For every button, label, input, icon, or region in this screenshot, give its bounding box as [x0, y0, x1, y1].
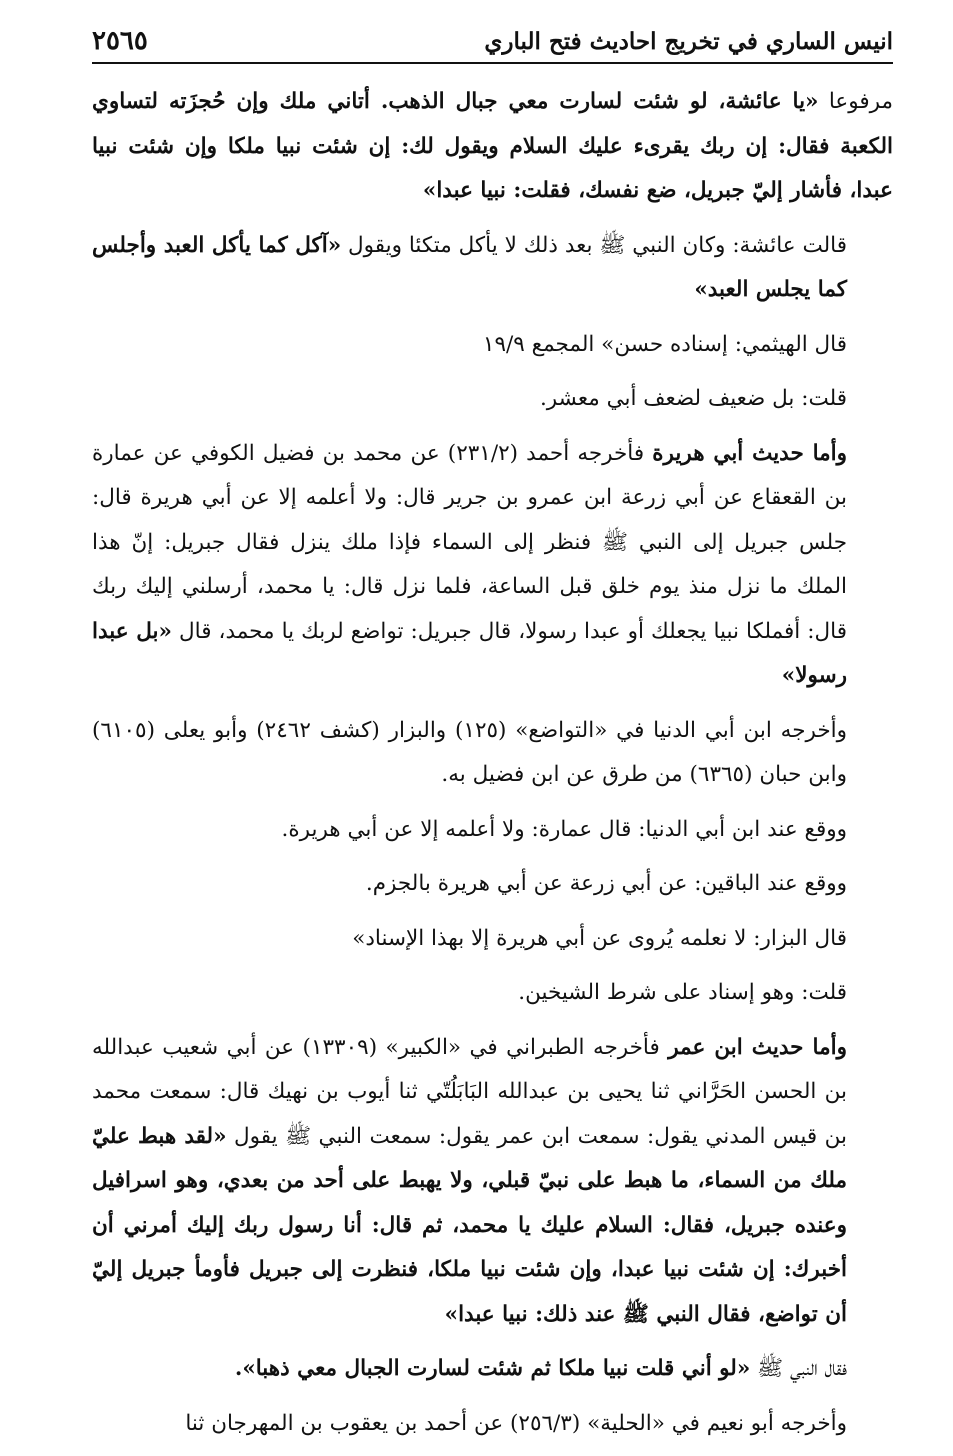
text-run: قال الهيثمي: إسناده حسن» المجمع ١٩/٩ [482, 331, 847, 357]
page-body [92, 80, 893, 1456]
text-run: وأخرجه أبو نعيم في «الحلية» (٢٥٦/٣) عن أحمد بن يعقوب بن المهرجان ثنا [185, 1410, 847, 1436]
text-paragraph [92, 323, 893, 368]
text-run: ووقع عند ابن أبي الدنيا: قال عمارة: ولا أعلمه إلا عن أبي هريرة. [281, 816, 847, 842]
text-paragraph [92, 224, 893, 313]
text-paragraph [92, 1347, 893, 1392]
text-paragraph [92, 862, 893, 907]
text-run: قالت عائشة: وكان النبي ﷺ بعد ذلك لا يأكل متكئا ويقول [341, 232, 847, 258]
text-paragraph [92, 709, 893, 798]
hadith-quote: «بل عبدا رسولا» [92, 618, 847, 688]
text-run: فأخرجه أحمد (٢٣١/٢) عن محمد بن فضيل الكوفي عن عمارة بن القعقاع عن أبي زرعة ابن عمرو بن جرير قال: ولا أعلمه إلا عن أبي هريرة قال: جلس جبريل إلى النبي ﷺ فنظر إلى السماء فإذا ملك ينزل فقال جبريل: إنّ هذا الملك ما نزل منذ يوم خلق قبل الساعة، فلما نزل قال: يا محمد، أرسلني إليك ربك قال: أفملكا نبيا يجعلك أو عبدا رسولا، قال جبريل: تواضع لربك يا محمد، قال [92, 440, 847, 644]
text-run: وأخرجه ابن أبي الدنيا في «التواضع» (١٢٥) والبزار (كشف ٢٤٦٢) وأبو يعلى (٦١٠٥) وابن حبان (٦٣٦٥) من طرق عن ابن فضيل به. [92, 717, 847, 787]
text-run: قلت: بل ضعيف لضعف أبي معشر. [539, 386, 847, 411]
hadith-quote: وأما حديث ابن عمر [668, 1034, 847, 1060]
page-number: ٢٥٦٥ [92, 26, 148, 56]
text-paragraph [92, 1402, 893, 1447]
hadith-quote: وأما حديث أبي هريرة [652, 440, 847, 466]
hadith-quote: «يا عائشة، لو شئت لسارت معي جبال الذهب. أتاني ملك وإن حُجزَته لتساوي الكعبة فقال: إن ربك يقرىء عليك السلام ويقول لك: إن شئت نبيا ملكا وإن شئت نبيا عبدا، فأشار إليّ جبريل، ضع نفسك، فقلت: نبيا عبدا» [92, 89, 893, 203]
text-run: قلت: وهو إسناد على شرط الشيخين. [518, 980, 847, 1005]
text-paragraph [92, 1026, 893, 1338]
book-title: انيس الساري في تخريج احاديث فتح الباري [484, 28, 893, 55]
text-run: قال البزار: لا نعلمه يُروى عن أبي هريرة إلا بهذا الإسناد» [352, 925, 847, 951]
text-paragraph [92, 377, 893, 422]
hadith-quote: «لقد هبط عليّ ملك من السماء، ما هبط على نبيّ قبلي، ولا يهبط على أحد من بعدي، وهو اسرافيل وعنده جبريل، فقال: السلام عليك يا محمد، ثم قال: أنا رسول ربك إليك أمرني أن أخبرك: إن شئت نبيا عبدا، وإن شئت نبيا ملكا، فنظرت إلى جبريل فأومأ جبريل إليّ أن تواضع، فقال النبي ﷺ عند ذلك: نبيا عبدا» [92, 1123, 847, 1327]
text-run: فقال النبي ﷺ [750, 1356, 847, 1381]
text-paragraph [92, 808, 893, 853]
text-run: ووقع عند الباقين: عن أبي زرعة عن أبي هريرة بالجزم. [365, 871, 847, 896]
text-paragraph [92, 432, 893, 699]
text-run: فأخرجه الطبراني في «الكبير» (١٣٣٠٩) عن أبي شعيب عبدالله بن الحسن الحَرَّاني ثنا يحيى بن عبدالله البَابَلُتّي ثنا أيوب بن نهيك قال: سمعت محمد بن قيس المدني يقول: سمعت ابن عمر يقول: سمعت النبي ﷺ يقول [92, 1034, 847, 1149]
running-header [92, 22, 893, 64]
text-paragraph [92, 80, 893, 214]
text-run: مرفوعا [818, 89, 893, 114]
text-paragraph [92, 917, 893, 962]
text-paragraph [92, 971, 893, 1016]
hadith-quote: «لو أني قلت نبيا ملكا ثم شئت لسارت الجبال معي ذهبا». [234, 1356, 751, 1381]
hadith-quote: «آكل كما يأكل العبد وأجلس كما يجلس العبد» [92, 232, 847, 302]
